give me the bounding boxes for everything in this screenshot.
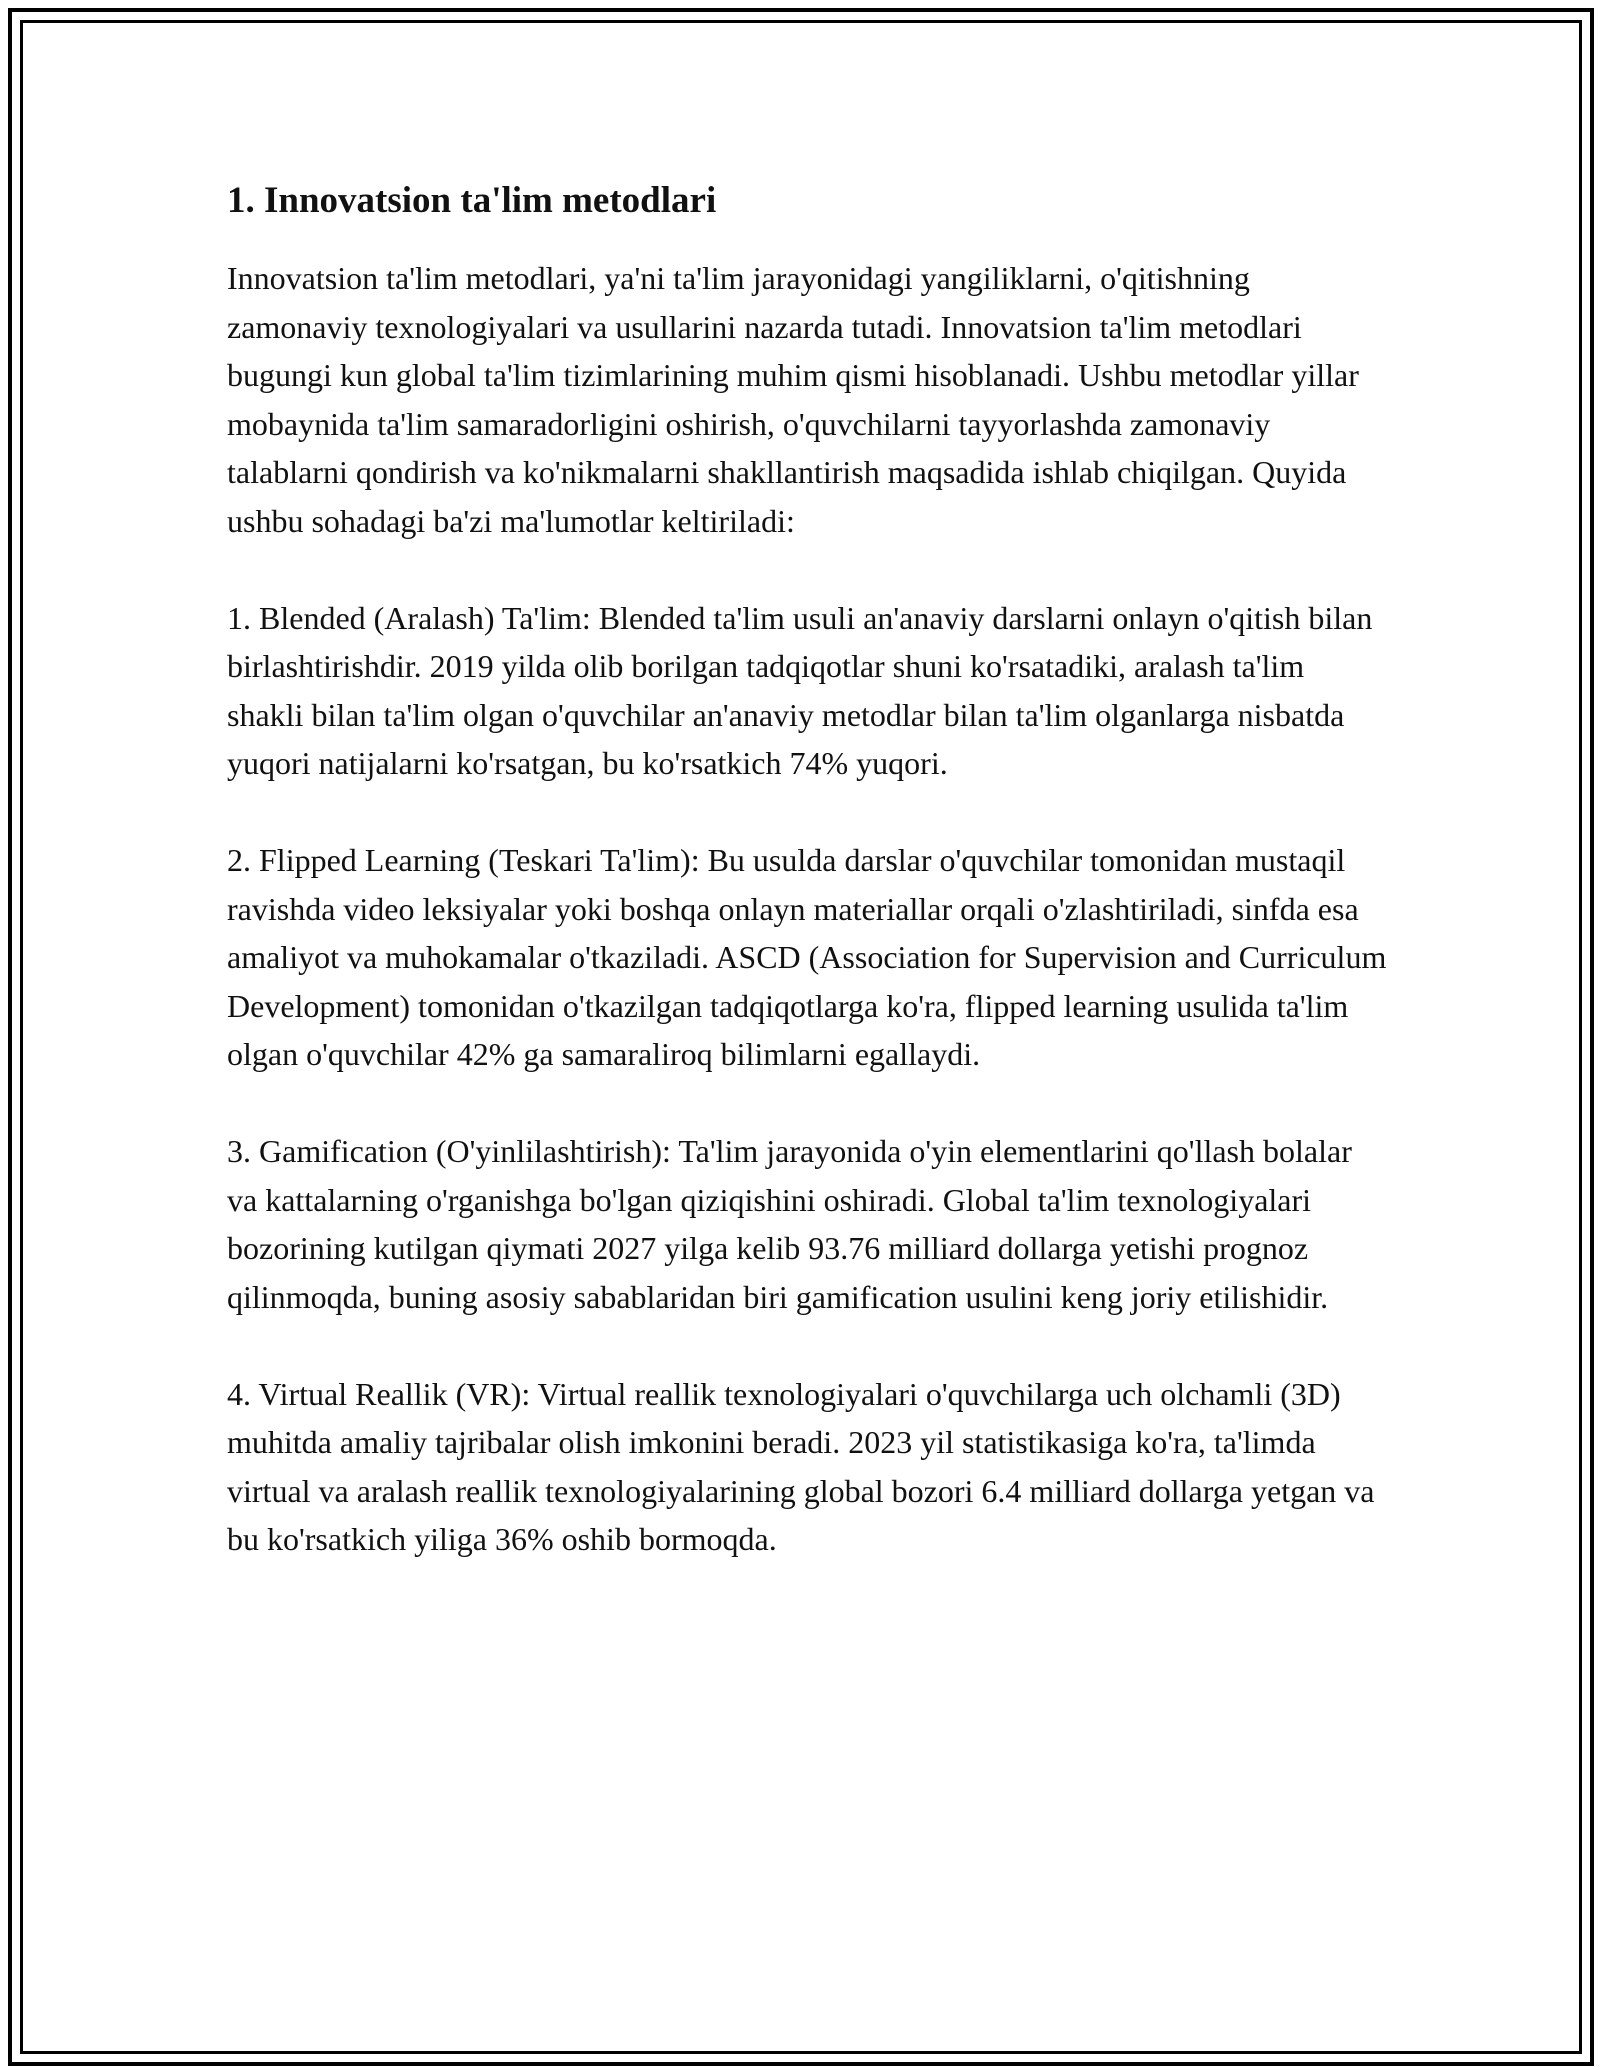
document-body: [227, 178, 1387, 1612]
virtual-reality-paragraph: 4. Virtual Reallik (VR): Virtual reallik texnologiyalari o'quvchilarga uch olchamli (3D) muhitda amaliy tajribalar olish imkonini beradi. 2023 yil statistikasiga ko'ra, ta'limda virtual va aralash reallik texnologiyalarining global bozori 6.4 milliard dollarga yetgan va bu ko'rsatkich yiliga 36% oshib bormoqda.: [227, 1375, 1375, 1558]
document-title: 1. Innovatsion ta'lim metodlari: [227, 180, 717, 221]
gamification-paragraph: 3. Gamification (O'yinlilashtirish): Ta'lim jarayonida o'yin elementlarini qo'llash bolalar va kattalarning o'rganishga bo'lgan qiziqishini oshiradi. Global ta'lim texnologiyalari bozorining kutilgan qiymati 2027 yilga kelib 93.76 milliard dollarga yetishi prognoz qilinmoqda, buning asosiy sabablaridan biri gamification usulini keng joriy etilishidir.: [227, 1133, 1352, 1315]
blended-learning-paragraph: 1. Blended (Aralash) Ta'lim: Blended ta'lim usuli an'anaviy darslarni onlayn o'qitish bilan birlashtirishdir. 2019 yilda olib borilgan tadqiqotlar shuni ko'rsatadiki, aralash ta'lim shakli bilan ta'lim olgan o'quvchilar an'anaviy metodlar bilan ta'lim olganlarga nisbatda yuqori natijalarni ko'rsatgan, bu ko'rsatkich 74% yuqori.: [227, 599, 1373, 782]
intro-paragraph: Innovatsion ta'lim metodlari, ya'ni ta'lim jarayonidagi yangiliklarni, o'qitishning zamonaviy texnologiyalari va usullarini nazarda tutadi. Innovatsion ta'lim metodlari bugungi kun global ta'lim tizimlarining muhim qismi hisoblanadi. Ushbu metodlar yillar mobaynida ta'lim samaradorligini oshirish, o'quvchilarni tayyorlashda zamonaviy talablarni qondirish va ko'nikmalarni shakllantirish maqsadida ishlab chiqilgan. Quyida ushbu sohadagi ba'zi ma'lumotlar keltiriladi:: [227, 260, 1359, 539]
flipped-learning-paragraph: 2. Flipped Learning (Teskari Ta'lim): Bu usulda darslar o'quvchilar tomonidan mustaqil ravishda video leksiyalar yoki boshqa onlayn materiallar orqali o'zlashtiriladi, sinfda esa amaliyot va muhokamalar o'tkaziladi. ASCD (Association for Supervision and Curriculum Development) tomonidan o'tkazilgan tadqiqotlarga ko'ra, flipped learning usulida ta'lim olgan o'quvchilar 42% ga samaraliroq bilimlarni egallaydi.: [227, 842, 1387, 1073]
